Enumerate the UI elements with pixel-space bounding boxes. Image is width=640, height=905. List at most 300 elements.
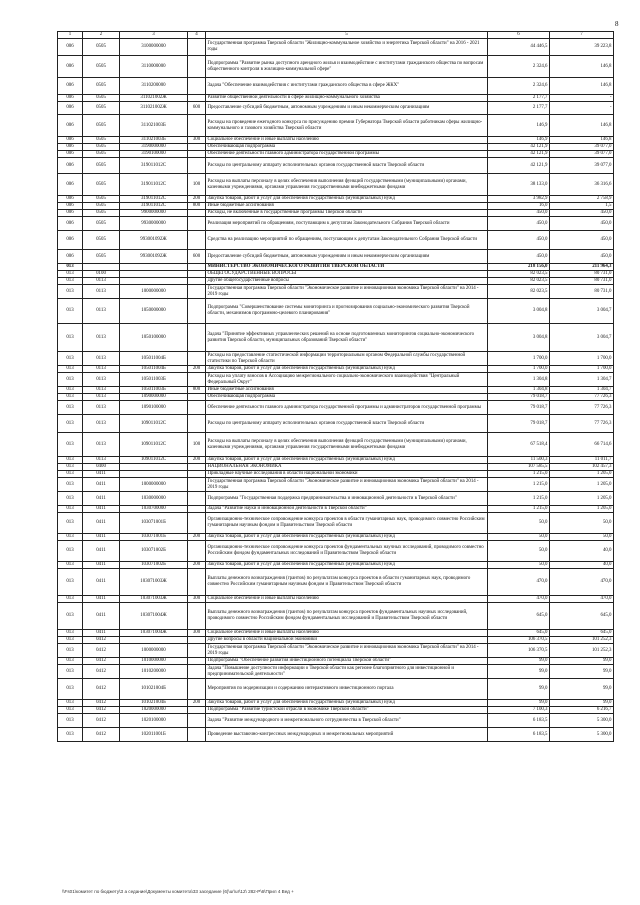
ministry-code-cell: 013 — [58, 352, 83, 366]
description-cell: Выплаты денежного вознаграждения (грантов) по результатам конкурса проектов в области гуманитарных наук, проводимого совместно Российским гуманитарным научным фондом и Правительством Тверской области — [206, 569, 488, 596]
ministry-code-cell: 006 — [58, 210, 83, 217]
amount-actual-cell: 1 700,0 — [550, 366, 614, 373]
target-article-cell: 1010200000 — [120, 665, 188, 679]
table-row — [58, 457, 614, 464]
amount-plan-cell: 67 518,4 — [488, 433, 550, 457]
amount-actual-cell: 39 077,0 — [550, 151, 614, 158]
description-cell: Предоставление субсидий бюджетным, автономным учреждениям и иным некоммерческим организациям — [206, 102, 488, 115]
section-code-cell: 0412 — [83, 707, 120, 714]
description-cell: Иные бюджетные ассигнования — [206, 387, 488, 394]
description-cell: Закупка товаров, работ и услуг для обеспечения государственных (муниципальных) нужд — [206, 366, 488, 373]
table-row — [58, 299, 614, 324]
table-row — [58, 387, 614, 394]
amount-actual-cell: 99,0 — [550, 679, 614, 700]
ministry-code-cell: 013 — [58, 278, 83, 285]
target-article-cell — [120, 464, 188, 471]
amount-plan-cell: 82 023,5 — [488, 271, 550, 278]
section-code-cell: 0412 — [83, 665, 120, 679]
amount-actual-cell: 1 205,0 — [550, 506, 614, 513]
amount-plan-cell: 218 156,0 — [488, 264, 550, 271]
target-article-cell: 105011004Б — [120, 366, 188, 373]
amount-plan-cell: 82 023,5 — [488, 285, 550, 299]
target-article-cell: 3190100000 — [120, 151, 188, 158]
description-cell: Подпрограмма "Развитие рынка доступного арендного жилья и взаимодействие с институтами гражданского общества по вопросам общественного контроля в жилищно-коммунальной сфере" — [206, 56, 488, 78]
ministry-code-cell: 013 — [58, 714, 83, 728]
table-row — [58, 471, 614, 478]
target-article-cell: 319011012С — [120, 158, 188, 174]
table-row — [58, 217, 614, 231]
target-article-cell: 103071001Б — [120, 534, 188, 541]
ministry-code-cell: 013 — [58, 707, 83, 714]
description-cell: Расходы по центральному аппарату исполнительных органов государственной власти Тверской области — [206, 415, 488, 433]
amount-plan-cell: 1 215,0 — [488, 478, 550, 492]
description-cell: Расходы на выплаты персоналу в целях обеспечения выполнения функций государственными (муниципальными) органами, казенными учреждениями, органами управления государственными внебюджетными фондами — [206, 433, 488, 457]
expense-type-cell: 200 — [188, 534, 206, 541]
column-header: 7 — [550, 32, 614, 39]
amount-plan-cell: 6 183,5 — [488, 714, 550, 728]
target-article-cell: 105011004Б — [120, 352, 188, 366]
amount-actual-cell: 77 726,3 — [550, 394, 614, 401]
expense-type-cell — [188, 464, 206, 471]
target-article-cell — [120, 471, 188, 478]
section-code-cell: 0412 — [83, 679, 120, 700]
expense-type-cell — [188, 56, 206, 78]
description-cell: Закупка товаров, работ и услуг для обеспечения государственных (муниципальных) нужд — [206, 562, 488, 569]
amount-actual-cell: 99,0 — [550, 665, 614, 679]
section-code-cell: 0113 — [83, 278, 120, 285]
section-code-cell: 0113 — [83, 366, 120, 373]
target-article-cell: 1090100000 — [120, 401, 188, 415]
section-code-cell: 0411 — [83, 513, 120, 534]
amount-actual-cell: 450,0 — [550, 250, 614, 264]
ministry-code-cell: 013 — [58, 457, 83, 464]
ministry-code-cell: 013 — [58, 644, 83, 658]
table-row — [58, 151, 614, 158]
amount-actual-cell: - — [550, 95, 614, 102]
target-article-cell — [120, 264, 188, 271]
description-cell: Обеспечение деятельности главного администратора государственной программы — [206, 151, 488, 158]
amount-plan-cell: 99,0 — [488, 700, 550, 707]
section-code-cell: 0113 — [83, 387, 120, 394]
target-article-cell: 1010000000 — [120, 658, 188, 665]
target-article-cell: 311021002Ж — [120, 102, 188, 115]
table-row — [58, 278, 614, 285]
section-code-cell: 0113 — [83, 433, 120, 457]
amount-actual-cell: 101 252,3 — [550, 644, 614, 658]
expense-type-cell — [188, 210, 206, 217]
amount-plan-cell: 3 982,9 — [488, 196, 550, 203]
expense-type-cell: 600 — [188, 102, 206, 115]
amount-plan-cell: 6 183,5 — [488, 728, 550, 742]
description-cell: Социальное обеспечение и иные выплаты населению — [206, 596, 488, 603]
amount-actual-cell: 1 304,7 — [550, 373, 614, 387]
section-code-cell: 0412 — [83, 728, 120, 742]
amount-plan-cell: 2 324,6 — [488, 78, 550, 95]
description-cell: Подпрограмма "Совершенствование системы мониторинга и прогнозирования социально-экономического развития Тверской области, механизмов программно-целевого планирования" — [206, 299, 488, 324]
description-cell: Другие вопросы в области национальной экономики — [206, 637, 488, 644]
description-cell: МИНИСТЕРСТВО ЭКОНОМИЧЕСКОГО РАЗВИТИЯ ТВЕРСКОЙ ОБЛАСТИ — [206, 264, 488, 271]
amount-plan-cell: 106 370,5 — [488, 637, 550, 644]
expense-type-cell: 200 — [188, 457, 206, 464]
section-code-cell: 0411 — [83, 492, 120, 506]
ministry-code-cell: 013 — [58, 665, 83, 679]
amount-actual-cell: 146,8 — [550, 137, 614, 144]
section-code-cell: 0411 — [83, 630, 120, 637]
expense-type-cell — [188, 144, 206, 151]
target-article-cell: 3100000000 — [120, 39, 188, 56]
target-article-cell: 109011012С — [120, 433, 188, 457]
amount-actual-cell: 5 300,0 — [550, 714, 614, 728]
target-article-cell: 102011001Б — [120, 728, 188, 742]
table-row — [58, 644, 614, 658]
description-cell: Государственная программа Тверской области "Экономическое развитие и инновационная экономика Тверской области" на 2014 - 2019 годы — [206, 644, 488, 658]
expense-type-cell — [188, 285, 206, 299]
table-row — [58, 513, 614, 534]
section-code-cell: 0113 — [83, 352, 120, 366]
expense-type-cell: 200 — [188, 196, 206, 203]
amount-plan-cell: 2 177,7 — [488, 95, 550, 102]
expense-type-cell — [188, 271, 206, 278]
column-header: 4 — [188, 32, 206, 39]
amount-plan-cell: 99,0 — [488, 658, 550, 665]
description-cell: Обеспечение деятельности главного администратора государственной программы и администраторов государственной программы — [206, 401, 488, 415]
column-header: 2 — [83, 32, 120, 39]
ministry-code-cell: 006 — [58, 217, 83, 231]
description-cell: Подпрограмма "Государственная поддержка предпринимательства и инновационной деятельности в Тверской области" — [206, 492, 488, 506]
section-code-cell: 0505 — [83, 203, 120, 210]
amount-plan-cell: 16,0 — [488, 203, 550, 210]
description-cell: Обеспечивающая подпрограмма — [206, 144, 488, 151]
amount-actual-cell: - — [550, 102, 614, 115]
expense-type-cell — [188, 158, 206, 174]
table-row — [58, 264, 614, 271]
table-row — [58, 324, 614, 352]
section-code-cell: 0113 — [83, 285, 120, 299]
expense-type-cell — [188, 39, 206, 56]
description-cell: Развитие общественной деятельности в сфере жилищно-коммунального хозяйства — [206, 95, 488, 102]
ministry-code-cell: 006 — [58, 78, 83, 95]
ministry-code-cell: 013 — [58, 394, 83, 401]
amount-actual-cell: 211 964,3 — [550, 264, 614, 271]
expense-type-cell: 100 — [188, 433, 206, 457]
description-cell: Социальное обеспечение и иные выплаты населению — [206, 630, 488, 637]
expense-type-cell — [188, 264, 206, 271]
ministry-code-cell: 013 — [58, 373, 83, 387]
expense-type-cell — [188, 603, 206, 630]
table-row — [58, 728, 614, 742]
section-code-cell: 0505 — [83, 39, 120, 56]
table-row — [58, 250, 614, 264]
expense-type-cell — [188, 569, 206, 596]
expense-type-cell — [188, 471, 206, 478]
amount-actual-cell: 80 731,0 — [550, 271, 614, 278]
ministry-code-cell: 013 — [58, 658, 83, 665]
expense-type-cell: 200 — [188, 366, 206, 373]
amount-actual-cell: 146,8 — [550, 115, 614, 137]
amount-actual-cell: 66 714,6 — [550, 433, 614, 457]
page-number: 8 — [615, 20, 619, 28]
ministry-code-cell: 006 — [58, 151, 83, 158]
amount-plan-cell: 2 324,6 — [488, 56, 550, 78]
description-cell: Мероприятия по модернизации и содержанию интерактивного инвестиционного портала — [206, 679, 488, 700]
table-header-row — [58, 32, 614, 39]
target-article-cell — [120, 278, 188, 285]
amount-plan-cell: 7 100,3 — [488, 707, 550, 714]
expense-type-cell — [188, 151, 206, 158]
amount-actual-cell: 40,0 — [550, 541, 614, 562]
ministry-code-cell: 006 — [58, 39, 83, 56]
table-row — [58, 203, 614, 210]
description-cell: Государственная программа Тверской области "Экономическое развитие и инновационная экономика Тверской области" на 2014 - 2019 годы — [206, 285, 488, 299]
expense-type-cell: 300 — [188, 596, 206, 603]
ministry-code-cell: 013 — [58, 401, 83, 415]
column-header: 5 — [206, 32, 488, 39]
section-code-cell: 0113 — [83, 324, 120, 352]
table-row — [58, 144, 614, 151]
target-article-cell: 1030000000 — [120, 492, 188, 506]
amount-plan-cell: 42 121,9 — [488, 144, 550, 151]
target-article-cell: 3110000000 — [120, 56, 188, 78]
target-article-cell: 311021003Б — [120, 137, 188, 144]
ministry-code-cell: 013 — [58, 324, 83, 352]
description-cell: Закупка товаров, работ и услуг для обеспечения государственных (муниципальных) нужд — [206, 700, 488, 707]
description-cell: Обеспечивающая подпрограмма — [206, 394, 488, 401]
ministry-code-cell: 006 — [58, 174, 83, 196]
ministry-code-cell: 006 — [58, 196, 83, 203]
ministry-code-cell: 006 — [58, 231, 83, 250]
ministry-code-cell: 013 — [58, 285, 83, 299]
table-row — [58, 714, 614, 728]
amount-plan-cell: 11 500,3 — [488, 457, 550, 464]
section-code-cell: 0505 — [83, 174, 120, 196]
ministry-code-cell: 013 — [58, 596, 83, 603]
target-article-cell: 1050100000 — [120, 324, 188, 352]
table-row — [58, 541, 614, 562]
amount-actual-cell: 6 216,7 — [550, 707, 614, 714]
expense-type-cell — [188, 644, 206, 658]
section-code-cell: 0505 — [83, 78, 120, 95]
table-row — [58, 679, 614, 700]
section-code-cell: 0412 — [83, 658, 120, 665]
ministry-code-cell: 013 — [58, 478, 83, 492]
expense-type-cell: 800 — [188, 387, 206, 394]
table-row — [58, 596, 614, 603]
section-code-cell: 0505 — [83, 102, 120, 115]
amount-plan-cell: 1 215,0 — [488, 492, 550, 506]
column-header: 3 — [120, 32, 188, 39]
section-code-cell: 0505 — [83, 144, 120, 151]
amount-actual-cell: 1 205,0 — [550, 492, 614, 506]
table-row — [58, 271, 614, 278]
target-article-cell: 9930000000 — [120, 217, 188, 231]
amount-plan-cell: 146,9 — [488, 137, 550, 144]
ministry-code-cell: 006 — [58, 144, 83, 151]
amount-plan-cell: 99,0 — [488, 679, 550, 700]
target-article-cell: 103071002Б — [120, 541, 188, 562]
amount-plan-cell: 450,0 — [488, 231, 550, 250]
section-code-cell: 0505 — [83, 115, 120, 137]
target-article-cell: 109011012С — [120, 457, 188, 464]
ministry-code-cell: 013 — [58, 534, 83, 541]
amount-plan-cell: 42 121,9 — [488, 158, 550, 174]
amount-plan-cell: 1 215,0 — [488, 471, 550, 478]
amount-actual-cell: 99,0 — [550, 700, 614, 707]
ministry-code-cell: 013 — [58, 387, 83, 394]
amount-plan-cell: 470,0 — [488, 569, 550, 596]
table-row — [58, 665, 614, 679]
amount-actual-cell: 450,0 — [550, 231, 614, 250]
amount-actual-cell: 40,0 — [550, 562, 614, 569]
expense-type-cell — [188, 665, 206, 679]
description-cell: Расходы, не включенные в государственные программы Тверской области — [206, 210, 488, 217]
section-code-cell: 0411 — [83, 603, 120, 630]
ministry-code-cell: 013 — [58, 637, 83, 644]
section-code-cell: 0505 — [83, 231, 120, 250]
description-cell: Задача "Развитие международного и межрегионального сотрудничества в Тверской области" — [206, 714, 488, 728]
ministry-code-cell: 006 — [58, 95, 83, 102]
section-code-cell: 0411 — [83, 541, 120, 562]
table-row — [58, 401, 614, 415]
table-row — [58, 492, 614, 506]
section-code-cell: 0100 — [83, 271, 120, 278]
table-row — [58, 366, 614, 373]
table-row — [58, 394, 614, 401]
section-code-cell: 0505 — [83, 95, 120, 102]
expense-type-cell — [188, 231, 206, 250]
amount-plan-cell: 42 121,9 — [488, 151, 550, 158]
description-cell: Закупка товаров, работ и услуг для обеспечения государственных (муниципальных) нужд — [206, 196, 488, 203]
amount-plan-cell: 146,9 — [488, 115, 550, 137]
table-row — [58, 707, 614, 714]
amount-actual-cell: 80 731,0 — [550, 278, 614, 285]
target-article-cell: 1000000000 — [120, 285, 188, 299]
expense-type-cell: 100 — [188, 174, 206, 196]
section-code-cell: 0412 — [83, 644, 120, 658]
target-article-cell — [120, 271, 188, 278]
ministry-code-cell: 013 — [58, 728, 83, 742]
target-article-cell: 319011012С — [120, 174, 188, 196]
budget-table — [57, 31, 614, 742]
expense-type-cell — [188, 352, 206, 366]
amount-actual-cell: 645,0 — [550, 603, 614, 630]
amount-actual-cell: 39 223,8 — [550, 39, 614, 56]
ministry-code-cell: 013 — [58, 603, 83, 630]
target-article-cell: 103071003Ж — [120, 596, 188, 603]
ministry-code-cell: 013 — [58, 700, 83, 707]
target-article-cell: 1090000000 — [120, 394, 188, 401]
amount-actual-cell: 36 316,6 — [550, 174, 614, 196]
amount-actual-cell: 1,5 — [550, 203, 614, 210]
target-article-cell: 3190000000 — [120, 144, 188, 151]
target-article-cell: 993001092Ж — [120, 250, 188, 264]
expense-type-cell — [188, 478, 206, 492]
section-code-cell: 0113 — [83, 299, 120, 324]
target-article-cell: 311021003Б — [120, 115, 188, 137]
table-row — [58, 415, 614, 433]
target-article-cell: 101021004Б — [120, 679, 188, 700]
table-row — [58, 637, 614, 644]
expense-type-cell — [188, 637, 206, 644]
table-row — [58, 39, 614, 56]
table-row — [58, 115, 614, 137]
amount-actual-cell: 5 300,0 — [550, 728, 614, 742]
amount-plan-cell: 645,0 — [488, 630, 550, 637]
table-row — [58, 174, 614, 196]
expense-type-cell: 800 — [188, 203, 206, 210]
section-code-cell: 0411 — [83, 562, 120, 569]
expense-type-cell — [188, 714, 206, 728]
column-header: 6 — [488, 32, 550, 39]
amount-actual-cell: 645,0 — [550, 630, 614, 637]
target-article-cell: 103071002Б — [120, 562, 188, 569]
ministry-code-cell: 013 — [58, 415, 83, 433]
table-row — [58, 478, 614, 492]
expense-type-cell — [188, 707, 206, 714]
description-cell: Государственная программа Тверской области "Жилищно-коммунальное хозяйство и энергетика Тверской области" на 2016 - 2021 годы — [206, 39, 488, 56]
amount-plan-cell: 3 004,8 — [488, 324, 550, 352]
expense-type-cell — [188, 541, 206, 562]
description-cell: Расходы по центральному аппарату исполнительных органов государственной власти Тверской области — [206, 158, 488, 174]
amount-plan-cell: 1 700,0 — [488, 352, 550, 366]
table-row — [58, 78, 614, 95]
expense-type-cell: 600 — [188, 250, 206, 264]
section-code-cell: 0411 — [83, 569, 120, 596]
target-article-cell: 319011012С — [120, 196, 188, 203]
target-article-cell: 1030700000 — [120, 506, 188, 513]
amount-actual-cell: 50,0 — [550, 534, 614, 541]
section-code-cell: 0505 — [83, 250, 120, 264]
description-cell: Другие общегосударственные вопросы — [206, 278, 488, 285]
ministry-code-cell: 006 — [58, 102, 83, 115]
amount-plan-cell: 3 004,8 — [488, 299, 550, 324]
table-row — [58, 569, 614, 596]
table-row — [58, 562, 614, 569]
expense-type-cell — [188, 95, 206, 102]
description-cell: Расходы на проведение ежегодного конкурса по присуждению премии Губернатора Тверской области работникам сферы жилищно-коммунального и газового хозяйства Тверской области — [206, 115, 488, 137]
amount-actual-cell: 1 304,7 — [550, 387, 614, 394]
target-article-cell: 1000000000 — [120, 478, 188, 492]
ministry-code-cell: 006 — [58, 158, 83, 174]
amount-plan-cell: 79 018,7 — [488, 401, 550, 415]
target-article-cell: 993001092Ж — [120, 231, 188, 250]
table-row — [58, 373, 614, 387]
expense-type-cell — [188, 728, 206, 742]
description-cell: Реализация мероприятий по обращениям, поступающим к депутатам Законодательного Собрания Тверской области — [206, 217, 488, 231]
description-cell: Задача "Развитие науки и инновационной деятельности в Тверской области" — [206, 506, 488, 513]
description-cell: Задача "Обеспечение взаимодействия с институтами гражданского общества в сфере ЖКХ" — [206, 78, 488, 95]
description-cell: Организационно-техническое сопровождение конкурса проектов в области гуманитарных наук, проводимого совместно Российским гуманитарным научным фондом и Правительством Тверской области — [206, 513, 488, 534]
amount-actual-cell: 470,0 — [550, 596, 614, 603]
section-code-cell: 0505 — [83, 56, 120, 78]
amount-plan-cell: 82 023,5 — [488, 278, 550, 285]
description-cell: Расходы на предоставление статистической информации территориальным органом Федеральной службы государственной статистики по Тверской области — [206, 352, 488, 366]
section-code-cell: 0411 — [83, 596, 120, 603]
ministry-code-cell: 013 — [58, 471, 83, 478]
amount-plan-cell: 470,0 — [488, 596, 550, 603]
amount-actual-cell: 450,0 — [550, 210, 614, 217]
table-row — [58, 433, 614, 457]
section-code-cell: 0400 — [83, 464, 120, 471]
ministry-code-cell: 013 — [58, 513, 83, 534]
expense-type-cell — [188, 513, 206, 534]
description-cell: Организационно-техническое сопровождение конкурса проектов фундаментальных научных исследований, проводимого совместно Российским фондом фундаментальных исследований и Правительством Тверской области — [206, 541, 488, 562]
amount-plan-cell: 645,0 — [488, 603, 550, 630]
description-cell: Подпрограмма "Развитие туристской отрасли в экономике Тверской области" — [206, 707, 488, 714]
amount-actual-cell: 39 077,0 — [550, 144, 614, 151]
expense-type-cell — [188, 373, 206, 387]
amount-actual-cell: 101 252,3 — [550, 637, 614, 644]
expense-type-cell — [188, 394, 206, 401]
